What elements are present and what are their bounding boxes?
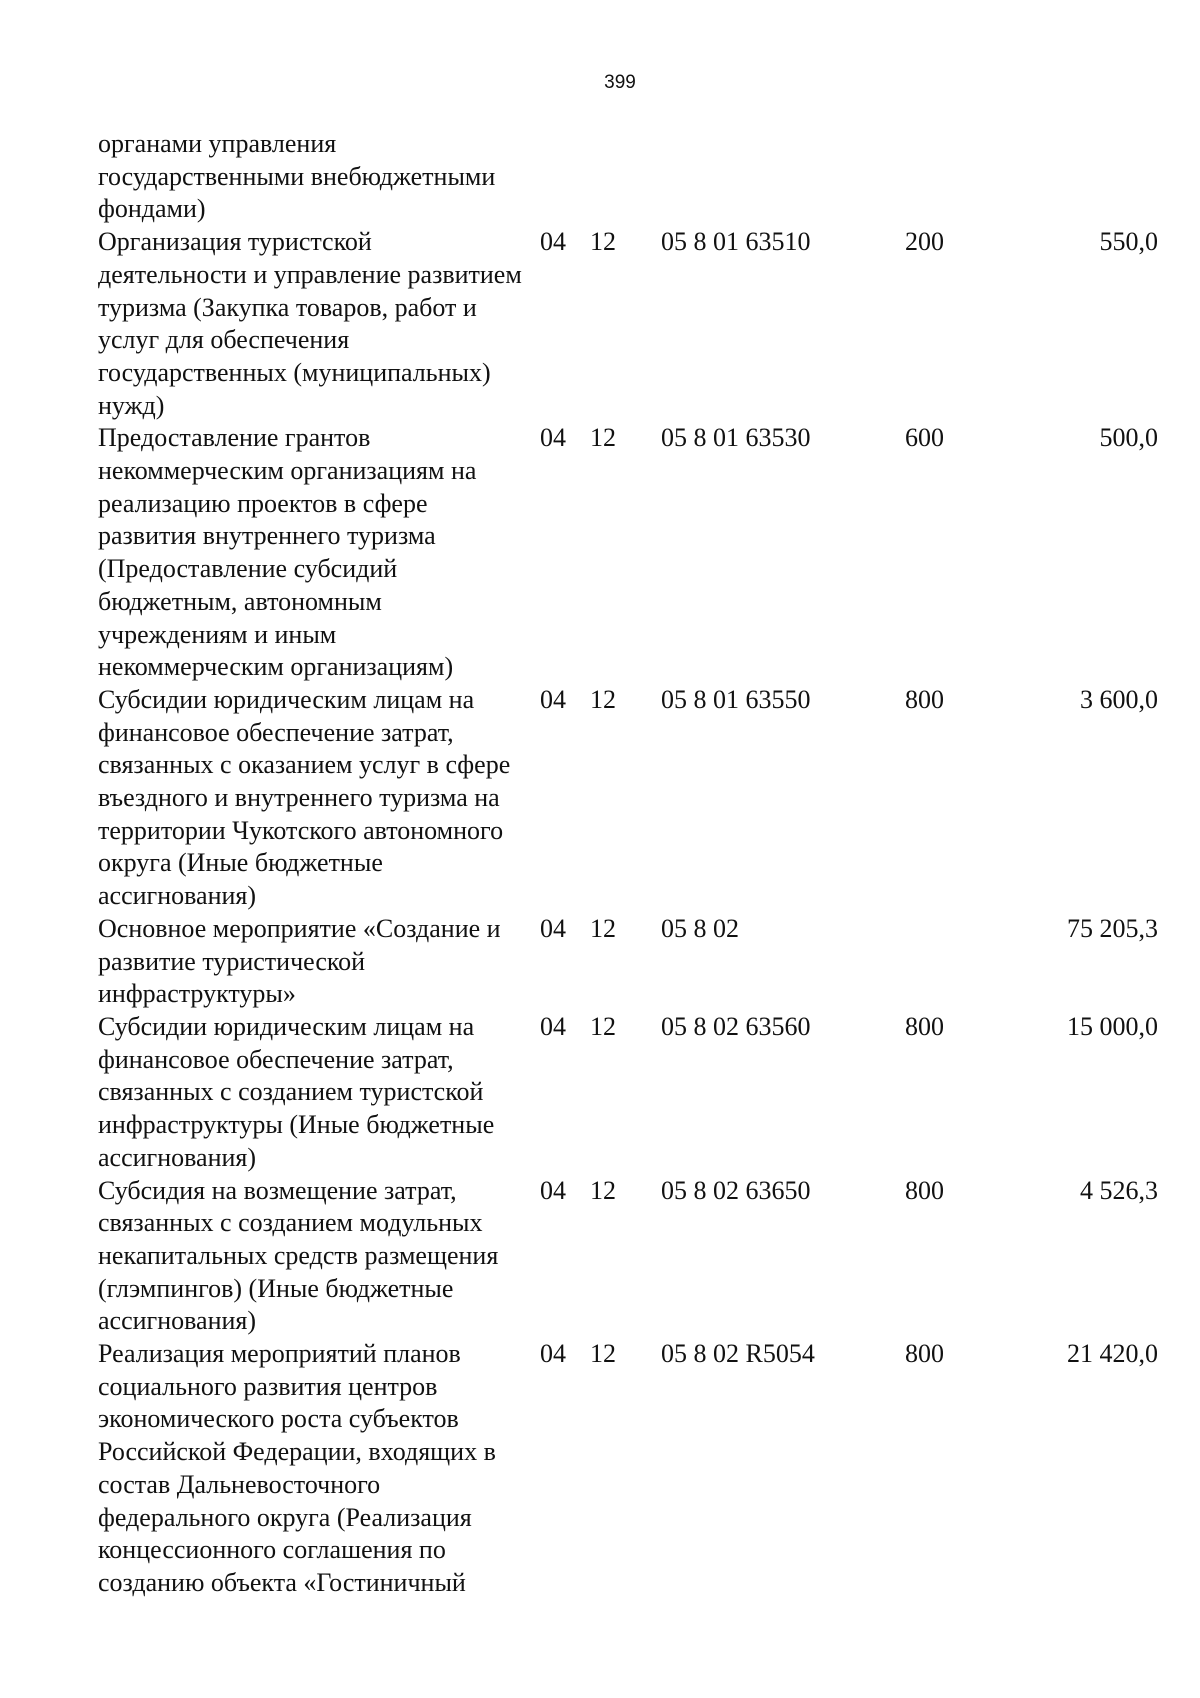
table-row [98, 913, 1158, 1011]
row-section: 04 [540, 1339, 566, 1369]
row-name: органами управления государственными внебюджетными фондами) [98, 129, 496, 224]
row-expense-type: 200 [905, 227, 944, 257]
row-expense-type: 800 [905, 1339, 944, 1369]
row-section: 04 [540, 423, 566, 453]
row-amount: 75 205,3 [1067, 913, 1158, 943]
row-subsection: 12 [590, 1011, 616, 1041]
row-section: 04 [540, 684, 566, 714]
row-subsection: 12 [590, 1175, 616, 1205]
row-name: Основное мероприятие «Создание и развитие туристической инфраструктуры» [98, 913, 501, 1009]
row-target-article: 05 8 01 63530 [661, 423, 811, 453]
table-row [98, 1011, 1158, 1175]
row-target-article: 05 8 01 63550 [661, 684, 811, 714]
row-expense-type [903, 128, 1003, 226]
table-row [98, 1338, 1158, 1600]
table-row [98, 1175, 1158, 1339]
row-subsection: 12 [590, 684, 616, 714]
table-row [98, 226, 1158, 422]
row-section: 04 [540, 1011, 566, 1041]
row-expense-type: 800 [905, 1011, 944, 1041]
row-target-article: 05 8 02 R5054 [661, 1339, 815, 1369]
row-section: 04 [540, 913, 566, 943]
row-name: Субсидии юридическим лицам на финансовое обеспечение затрат, связанных с оказанием услуг в сфере въездного и внутреннего туризма на территории Чукотского автономного округа (Иные бюджетные ассигнования) [98, 684, 511, 911]
table-row [98, 684, 1158, 913]
row-amount: 4 526,3 [1080, 1175, 1158, 1205]
row-section [528, 128, 588, 226]
table-row [98, 128, 1158, 226]
row-target-article: 05 8 02 [661, 913, 739, 943]
row-amount: 15 000,0 [1067, 1011, 1158, 1041]
row-subsection: 12 [590, 1339, 616, 1369]
row-subsection: 12 [590, 423, 616, 453]
row-amount: 21 420,0 [1067, 1339, 1158, 1369]
row-expense-type: 800 [905, 1175, 944, 1205]
row-name: Предоставление грантов некоммерческим организациям на реализацию проектов в сфере развития внутреннего туризма (Предоставление субсидий бюджетным, автономным учреждениям и иным некоммерческим организациям) [98, 423, 477, 682]
row-subsection [588, 128, 658, 226]
row-amount: 500,0 [1099, 423, 1158, 453]
budget-table [98, 128, 1158, 1600]
row-expense-type: 800 [905, 684, 944, 714]
row-target-article [658, 128, 903, 226]
row-name: Реализация мероприятий планов социального развития центров экономического роста субъектов Российской Федерации, входящих в состав Дальневосточного федерального округа (Реализация концессионного соглашения по созданию объекта «Гостиничный [98, 1339, 496, 1597]
row-amount: 550,0 [1099, 227, 1158, 257]
row-name: Субсидии юридическим лицам на финансовое обеспечение затрат, связанных с созданием туристской инфраструктуры (Иные бюджетные ассигнования) [98, 1011, 495, 1172]
row-subsection: 12 [590, 227, 616, 257]
page-number: 399 [604, 72, 636, 93]
row-target-article: 05 8 02 63560 [661, 1011, 811, 1041]
row-name: Организация туристской деятельности и управление развитием туризма (Закупка товаров, работ и услуг для обеспечения государственных (муниципальных) нужд) [98, 227, 522, 420]
row-name: Субсидия на возмещение затрат, связанных с созданием модульных некапитальных средств размещения (глэмпингов) (Иные бюджетные ассигнования) [98, 1175, 499, 1336]
row-expense-type [903, 913, 1003, 1011]
row-target-article: 05 8 02 63650 [661, 1175, 811, 1205]
row-amount: 3 600,0 [1080, 684, 1158, 714]
row-target-article: 05 8 01 63510 [661, 227, 811, 257]
table-row [98, 422, 1158, 684]
row-amount [1003, 128, 1158, 226]
row-subsection: 12 [590, 913, 616, 943]
row-expense-type: 600 [905, 423, 944, 453]
row-section: 04 [540, 1175, 566, 1205]
row-section: 04 [540, 227, 566, 257]
